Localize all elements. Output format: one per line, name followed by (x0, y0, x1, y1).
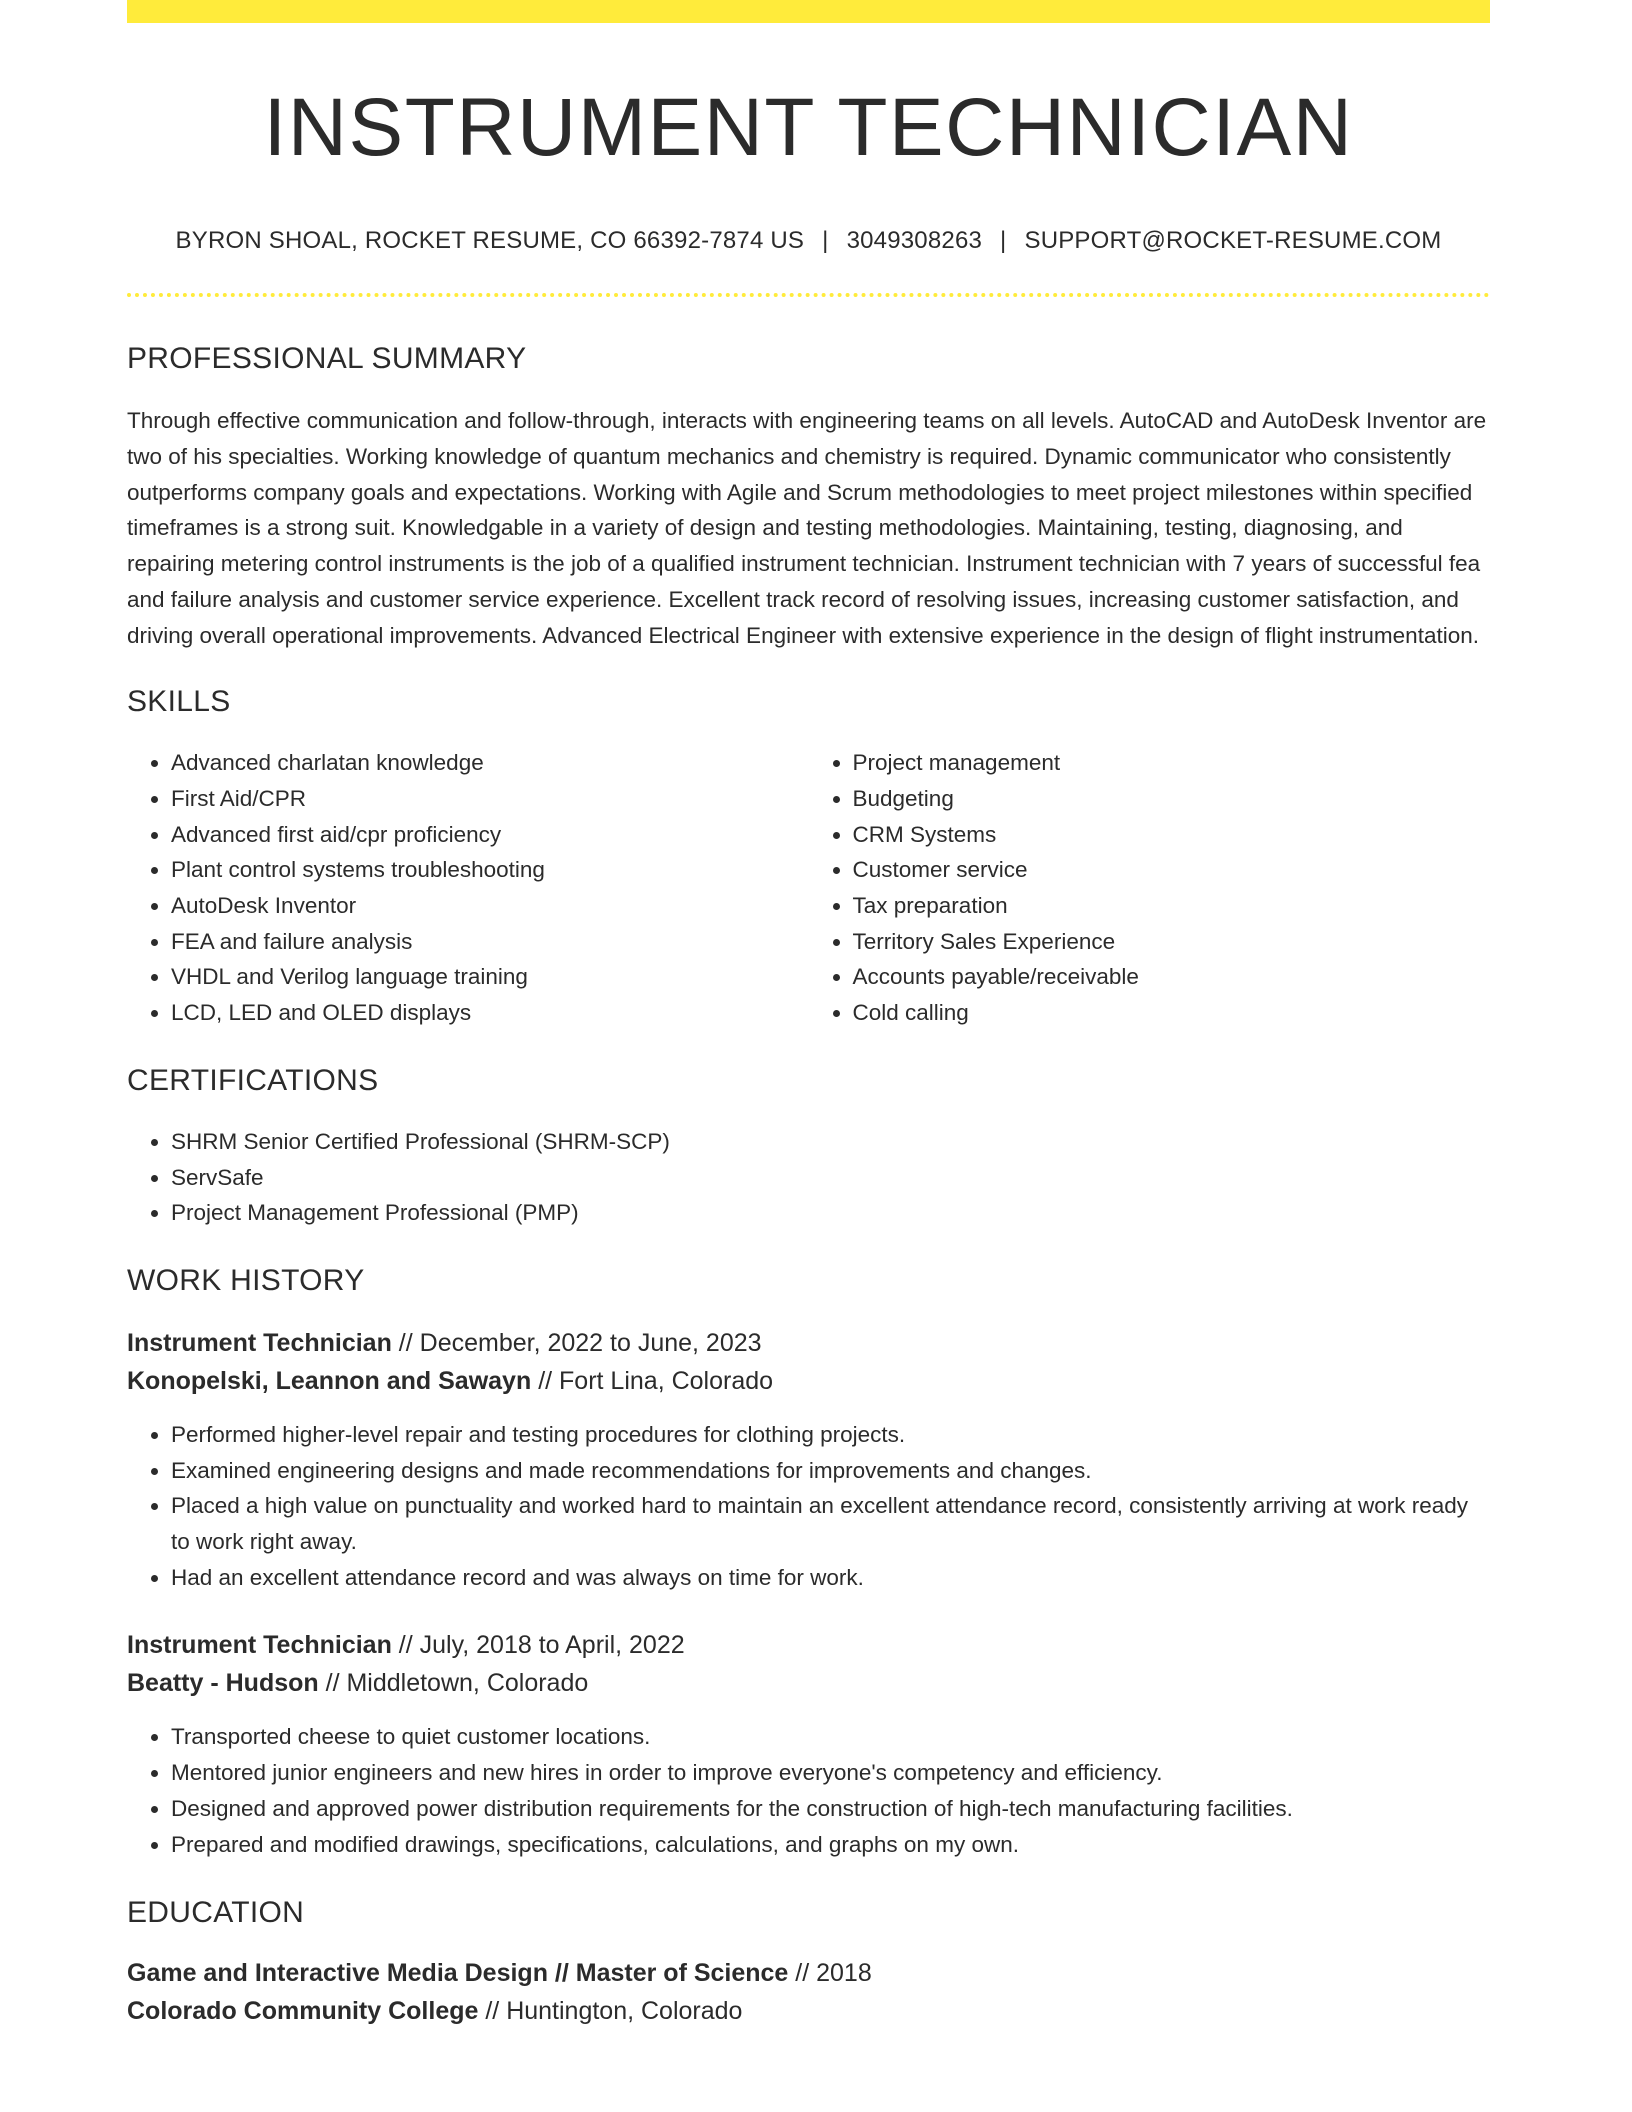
job-bullet: • Performed higher-level repair and testing procedures for clothing projects. (171, 1417, 1490, 1453)
education-degree-line (127, 1954, 1490, 1992)
contact-line (127, 227, 1490, 255)
education-location: // Huntington, Colorado (478, 1997, 743, 2026)
job-company-line (127, 1362, 1490, 1400)
skills-columns (127, 745, 1490, 1031)
certifications-list (127, 1124, 1490, 1231)
skill-item: • VHDL and Verilog language training (171, 959, 809, 995)
skill-item: • Plant control systems troubleshooting (171, 852, 809, 888)
job-dates: // July, 2018 to April, 2022 (391, 1631, 685, 1660)
accent-top-bar (127, 0, 1490, 23)
job-dates: // December, 2022 to June, 2023 (391, 1328, 762, 1357)
skill-item: • Accounts payable/receivable (853, 959, 1491, 995)
skill-item: • CRM Systems (853, 817, 1491, 853)
skill-item: • FEA and failure analysis (171, 924, 809, 960)
skill-item: • Project management (853, 745, 1491, 781)
job-bullets (127, 1719, 1490, 1862)
job-bullet: • Had an excellent attendance record and was always on time for work. (171, 1560, 1490, 1596)
contact-separator: | (1000, 227, 1007, 255)
skill-item: • Territory Sales Experience (853, 924, 1491, 960)
job-location: // Middletown, Colorado (318, 1669, 589, 1698)
job-bullet: • Transported cheese to quiet customer locations. (171, 1719, 1490, 1755)
skills-heading: SKILLS (127, 685, 231, 719)
summary-text: Through effective communication and follow-through, interacts with engineering teams on all levels. AutoCAD and AutoDesk Inventor are two of his specialties. Working knowledge of quantum mechanics and chemistry is required. Dynamic communicator who consistently outperforms company goals and expectations. Working with Agile and Scrum methodologies to meet project milestones within specified timeframes is a strong suit. Knowledgable in a variety of design and testing methodologies. Maintaining, testing, diagnosing, and repairing metering control instruments is the job of a qualified instrument technician. Instrument technician with 7 years of successful fea and failure analysis and customer service experience. Excellent track record of resolving issues, increasing customer satisfaction, and driving overall operational improvements. Advanced Electrical Engineer with extensive experience in the design of flight instrumentation. (127, 408, 1487, 648)
education-school-line (127, 1992, 1490, 2030)
job-bullet: • Designed and approved power distribution requirements for the construction of high-tech manufacturing facilities. (171, 1791, 1490, 1827)
contact-separator: | (822, 227, 829, 255)
job-company-line (127, 1664, 1490, 1702)
resume-page (127, 0, 1490, 2030)
work-history-heading: WORK HISTORY (127, 1263, 365, 1297)
skill-item: • Budgeting (853, 781, 1491, 817)
job-title: Instrument Technician (127, 1631, 392, 1660)
job-bullets (127, 1417, 1490, 1596)
job-location: // Fort Lina, Colorado (531, 1366, 774, 1395)
resume-title: INSTRUMENT TECHNICIAN (263, 82, 1354, 173)
job-bullet: • Examined engineering designs and made recommendations for improvements and changes. (171, 1453, 1490, 1489)
summary-heading: PROFESSIONAL SUMMARY (127, 342, 527, 376)
skill-item: • LCD, LED and OLED displays (171, 995, 809, 1031)
education-school: Colorado Community College (127, 1997, 479, 2026)
skills-right-list (809, 745, 1491, 1031)
education-year: // 2018 (788, 1959, 872, 1988)
certifications-heading: CERTIFICATIONS (127, 1063, 379, 1097)
skill-item: • Advanced charlatan knowledge (171, 745, 809, 781)
skill-item: • Customer service (853, 852, 1491, 888)
job-bullet: • Placed a high value on punctuality and worked hard to maintain an excellent attendance record, consistently arriving at work ready to work right away. (171, 1488, 1490, 1559)
dotted-divider (127, 293, 1490, 297)
skill-item: • AutoDesk Inventor (171, 888, 809, 924)
job-entry (127, 1626, 1490, 1862)
job-title: Instrument Technician (127, 1328, 392, 1357)
contact-phone: 3049308263 (846, 227, 983, 255)
certification-item: • SHRM Senior Certified Professional (SHRM-SCP) (171, 1124, 1490, 1160)
job-company: Beatty - Hudson (127, 1669, 319, 1698)
job-title-line (127, 1626, 1490, 1664)
skill-item: • Advanced first aid/cpr proficiency (171, 817, 809, 853)
education-heading: EDUCATION (127, 1896, 305, 1930)
job-company: Konopelski, Leannon and Sawayn (127, 1366, 532, 1395)
job-entry (127, 1324, 1490, 1596)
skills-left-list (127, 745, 809, 1031)
education-entry (127, 1954, 1490, 2030)
job-title-line (127, 1324, 1490, 1362)
contact-address: BYRON SHOAL, ROCKET RESUME, CO 66392-7874 US (175, 227, 805, 255)
skill-item: • Cold calling (853, 995, 1491, 1031)
job-bullet: • Prepared and modified drawings, specifications, calculations, and graphs on my own. (171, 1827, 1490, 1863)
certification-item: • Project Management Professional (PMP) (171, 1195, 1490, 1231)
skill-item: • Tax preparation (853, 888, 1491, 924)
skill-item: • First Aid/CPR (171, 781, 809, 817)
education-degree: Game and Interactive Media Design // Master of Science (127, 1959, 789, 1988)
job-bullet: • Mentored junior engineers and new hires in order to improve everyone's competency and efficiency. (171, 1755, 1490, 1791)
contact-email: SUPPORT@ROCKET-RESUME.COM (1024, 227, 1442, 255)
certification-item: • ServSafe (171, 1160, 1490, 1196)
